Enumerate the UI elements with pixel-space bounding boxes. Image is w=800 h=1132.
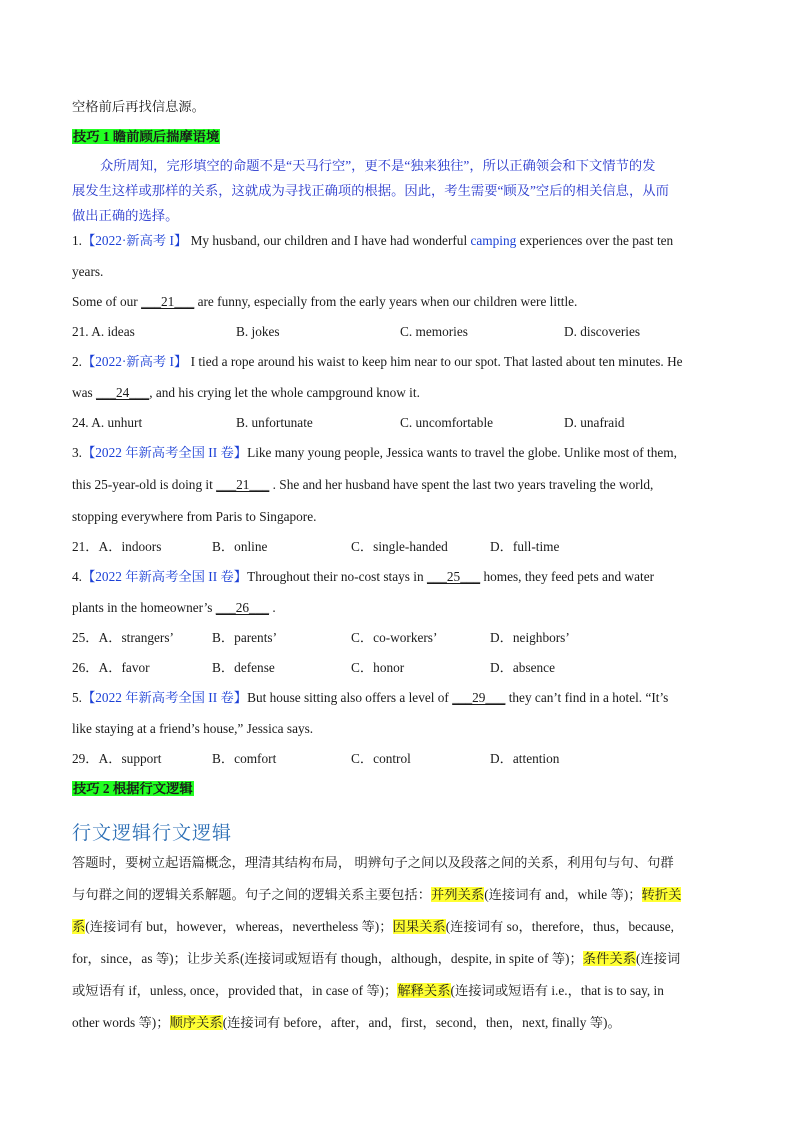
- body-line6-a: other words 等)；: [72, 1015, 170, 1030]
- q4-25-option-a: 25．A．strangers’: [72, 630, 174, 645]
- q3-text-a: Like many young people, Jessica wants to travel the globe. Unlike most of them,: [247, 445, 677, 460]
- body-line3: [72, 918, 674, 936]
- body-line5-b: (连接词或短语有 i.e.，that is to say, in: [450, 983, 664, 998]
- q2-number: 2.: [72, 354, 82, 369]
- q5-number: 5.: [72, 690, 82, 705]
- q2-line2: [72, 384, 420, 402]
- q1-text-a: My husband, our children and I have had wonderful: [190, 233, 468, 248]
- q3-blank: ___21___: [216, 477, 270, 492]
- q5-option-b: B．comfort: [212, 751, 277, 766]
- q3-line2: [72, 476, 653, 494]
- q1-option-a: 21. A. ideas: [72, 324, 135, 339]
- body-line1: 答题时，要树立起语篇概念，理清其结构布局， 明辨句子之间以及段落之间的关系，利用句与句、句群: [72, 855, 674, 870]
- q2-option-b: B. unfortunate: [236, 415, 313, 430]
- q2-line2-a: was: [72, 385, 93, 400]
- body-line6: [72, 1014, 621, 1032]
- q3-option-a: 21．A．indoors: [72, 539, 162, 554]
- body-line4: [72, 950, 680, 968]
- q4-line1: [72, 568, 654, 586]
- q5-source: 【2022 年新高考全国 II 卷】: [81, 690, 248, 705]
- q3-line3: stopping everywhere from Paris to Singapore.: [72, 509, 317, 524]
- tip2-row: [72, 780, 194, 798]
- q1-line3: [72, 293, 577, 311]
- q3-number: 3.: [72, 445, 82, 460]
- q2-option-d: D. unafraid: [564, 415, 625, 430]
- q1-source: 【2022·新高考 I】: [81, 233, 188, 248]
- q4-text-b: homes, they feed pets and water: [483, 569, 655, 584]
- q5-line1: [72, 689, 668, 707]
- q4-blank-26: ___26___: [215, 600, 269, 615]
- q1-line1: [72, 232, 673, 250]
- q2-line2-b: , and his crying let the whole campground know it.: [149, 385, 420, 400]
- tip1-para-line2: 展发生这样或那样的关系，这就成为寻找正确项的根据。因此，考生需要“顾及”空后的相关信息，从而: [72, 183, 669, 198]
- q4-line2-b: .: [272, 600, 276, 615]
- body-line3-b: (连接词有 so，therefore，thus，because,: [445, 919, 674, 934]
- tip1-para-line1: 众所周知，完形填空的命题不是“天马行空”，更不是“独来独往”，所以正确领会和下文情节的发: [100, 158, 656, 173]
- q4-25-option-c: C．co-workers’: [351, 630, 438, 645]
- section-heading: 行文逻辑行文逻辑: [72, 822, 233, 844]
- q4-25-option-d: D．neighbors’: [490, 630, 570, 645]
- highlight-order: 顺序关系: [169, 1015, 223, 1030]
- q4-26-option-a: 26．A．favor: [72, 660, 150, 675]
- q5-text-a: But house sitting also offers a level of: [247, 690, 449, 705]
- body-line5: [72, 982, 664, 1000]
- q4-26-option-c: C．honor: [351, 660, 405, 675]
- q3-line2-a: this 25-year-old is doing it: [72, 477, 213, 492]
- q1-line3-a: Some of our: [72, 294, 138, 309]
- q1-line3-b: are funny, especially from the early years when our children were little.: [197, 294, 578, 309]
- q4-line2-a: plants in the homeowner’s: [72, 600, 213, 615]
- q2-option-a: 24. A. unhurt: [72, 415, 143, 430]
- q1-option-b: B. jokes: [236, 324, 280, 339]
- body-line4-b: (连接词: [635, 951, 681, 966]
- tip1-para-line3: 做出正确的选择。: [72, 208, 179, 223]
- q5-blank: ___29___: [452, 690, 506, 705]
- q3-line1: [72, 444, 677, 462]
- q2-option-c: C. uncomfortable: [400, 415, 494, 430]
- q1-text-b: experiences over the past ten: [519, 233, 674, 248]
- q2-blank: ___24___: [96, 385, 150, 400]
- q5-option-d: D．attention: [490, 751, 560, 766]
- q3-option-c: C．single-handed: [351, 539, 448, 554]
- q4-blank-25: ___25___: [426, 569, 481, 584]
- tip1-row: [72, 128, 220, 146]
- q1-option-d: D. discoveries: [564, 324, 641, 339]
- highlight-turn-a: 转折关: [641, 887, 682, 902]
- highlight-condition: 条件关系: [582, 951, 636, 966]
- q4-26-option-b: B．defense: [212, 660, 275, 675]
- q4-line2: [72, 599, 276, 617]
- body-line6-b: (连接词有 before，after，and，first，second，then，next, finally 等)。: [222, 1015, 621, 1030]
- q4-source: 【2022 年新高考全国 II 卷】: [81, 569, 248, 584]
- body-line3-a: (连接词有 but，however，whereas，nevertheless 等)；: [85, 919, 393, 934]
- q4-25-option-b: B．parents’: [212, 630, 277, 645]
- q1-keyword: camping: [470, 233, 517, 248]
- q3-source: 【2022 年新高考全国 II 卷】: [81, 445, 248, 460]
- highlight-turn-b: 系: [72, 919, 86, 934]
- q1-line2: years.: [72, 264, 104, 279]
- q3-option-b: B．online: [212, 539, 268, 554]
- highlight-parallel: 并列关系: [431, 887, 485, 902]
- q2-source: 【2022·新高考 I】: [81, 354, 188, 369]
- highlight-cause: 因果关系: [392, 919, 446, 934]
- q4-26-option-d: D．absence: [490, 660, 555, 675]
- q3-line2-b: . She and her husband have spent the last two years traveling the world,: [272, 477, 654, 492]
- q1-blank: ___21___: [141, 294, 195, 309]
- q1-number: 1.: [72, 233, 82, 248]
- intro-line: 空格前后再找信息源。: [72, 99, 205, 114]
- q5-option-c: C．control: [351, 751, 411, 766]
- q3-option-d: D．full-time: [490, 539, 560, 554]
- tip1-label: 技巧 1 瞻前顾后揣摩语境: [73, 129, 220, 144]
- q5-text-b: they can’t find in a hotel. “It’s: [508, 690, 669, 705]
- q4-number: 4.: [72, 569, 82, 584]
- body-line5-a: 或短语有 if，unless, once，provided that，in case of 等)；: [72, 983, 398, 998]
- q1-option-c: C. memories: [400, 324, 468, 339]
- q2-text-a: I tied a rope around his waist to keep him near to our spot. That lasted about ten minutes. He: [190, 354, 683, 369]
- body-line2-a: 与句群之间的逻辑关系解题。句子之间的逻辑关系主要包括：: [72, 887, 432, 902]
- q5-option-a: 29．A．support: [72, 751, 162, 766]
- highlight-explain: 解释关系: [397, 983, 451, 998]
- q4-text-a: Throughout their no-cost stays in: [247, 569, 424, 584]
- body-line2-b: (连接词有 and，while 等)；: [484, 887, 642, 902]
- tip2-label: 技巧 2 根据行文逻辑: [73, 781, 193, 796]
- q2-line1: [72, 353, 683, 371]
- body-line2: [72, 886, 681, 904]
- body-line4-a: for，since，as 等)；让步关系(连接词或短语有 though，although，despite, in spite of 等)；: [72, 951, 583, 966]
- q5-line2: like staying at a friend’s house,” Jessica says.: [72, 721, 314, 736]
